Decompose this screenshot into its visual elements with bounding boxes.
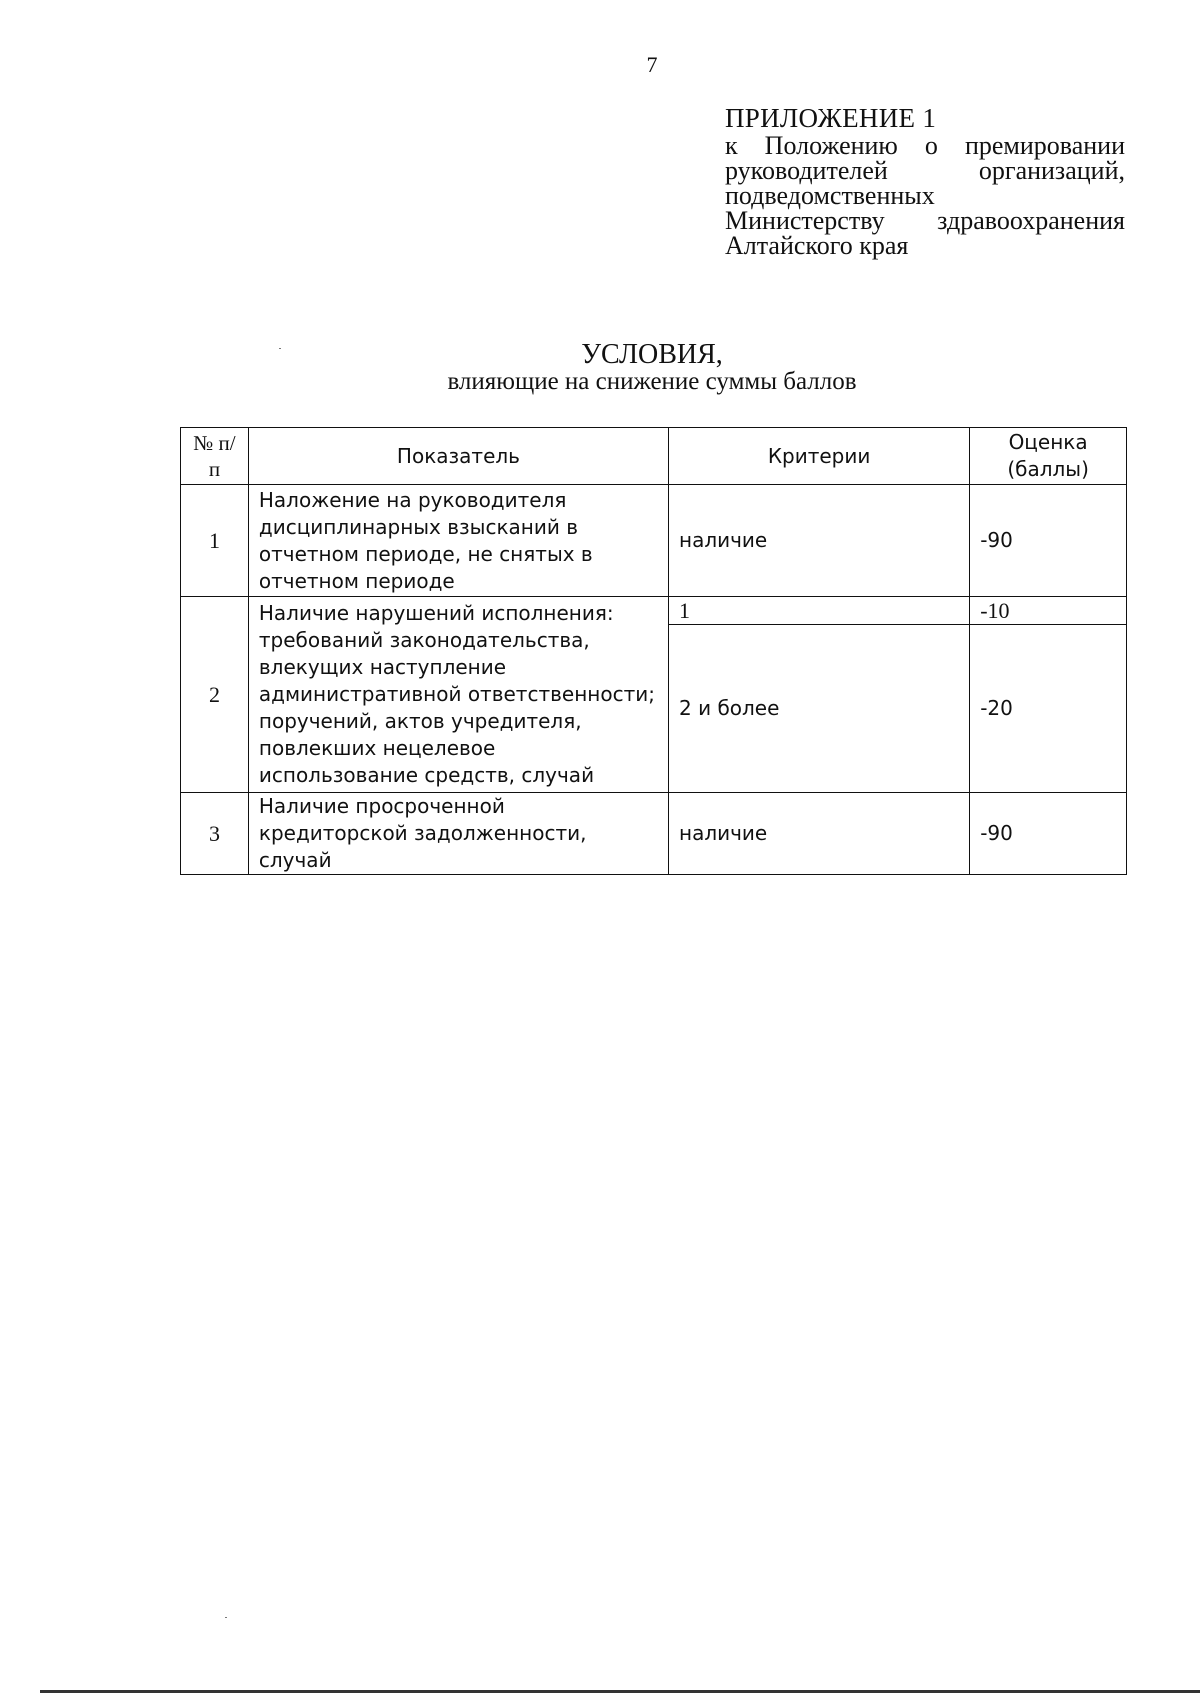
header-indicator: Показатель [248, 428, 668, 485]
scan-edge-line [40, 1690, 1200, 1693]
document-title: УСЛОВИЯ, [581, 339, 723, 370]
header-num: № п/п [181, 428, 249, 485]
appendix-line: к Положению о премировании [725, 131, 1125, 160]
row-criterion: наличие [669, 485, 970, 597]
row-score: -90 [970, 793, 1127, 875]
row-score: -90 [970, 485, 1127, 597]
row-criterion: 1 [669, 597, 970, 625]
appendix-block [725, 103, 1125, 258]
scan-speck [225, 1617, 227, 1618]
row-num: 3 [181, 793, 249, 875]
scan-speck [279, 348, 281, 349]
page-number: 7 [646, 52, 658, 77]
appendix-line: подведомственных [725, 181, 935, 210]
table-row [181, 597, 1127, 625]
appendix-line: Министерству здравоохранения [725, 206, 1125, 235]
table-header-row [181, 428, 1127, 485]
row-num: 1 [181, 485, 249, 597]
row-score: -20 [970, 625, 1127, 793]
appendix-line: Алтайского края [725, 231, 909, 260]
row-indicator: Наличие нарушений исполнения: требований законодательства, влекущих наступление административной ответственности; поручений, актов учредителя, повлекших нецелевое использование средств, случай [248, 597, 668, 793]
row-criterion: наличие [669, 793, 970, 875]
header-criteria: Критерии [669, 428, 970, 485]
row-score: -10 [970, 597, 1127, 625]
header-score: Оценка (баллы) [970, 428, 1127, 485]
row-num: 2 [181, 597, 249, 793]
row-indicator: Наложение на руководителя дисциплинарных взысканий в отчетном периоде, не снятых в отчетном периоде [248, 485, 668, 597]
appendix-line: руководителей организаций, [725, 156, 1125, 185]
conditions-table [180, 427, 1127, 875]
table-row [181, 485, 1127, 597]
appendix-heading: ПРИЛОЖЕНИЕ 1 [725, 103, 937, 133]
row-indicator: Наличие просроченной кредиторской задолженности, случай [248, 793, 668, 875]
table-row [181, 793, 1127, 875]
row-criterion: 2 и более [669, 625, 970, 793]
document-subtitle: влияющие на снижение суммы баллов [447, 368, 857, 395]
